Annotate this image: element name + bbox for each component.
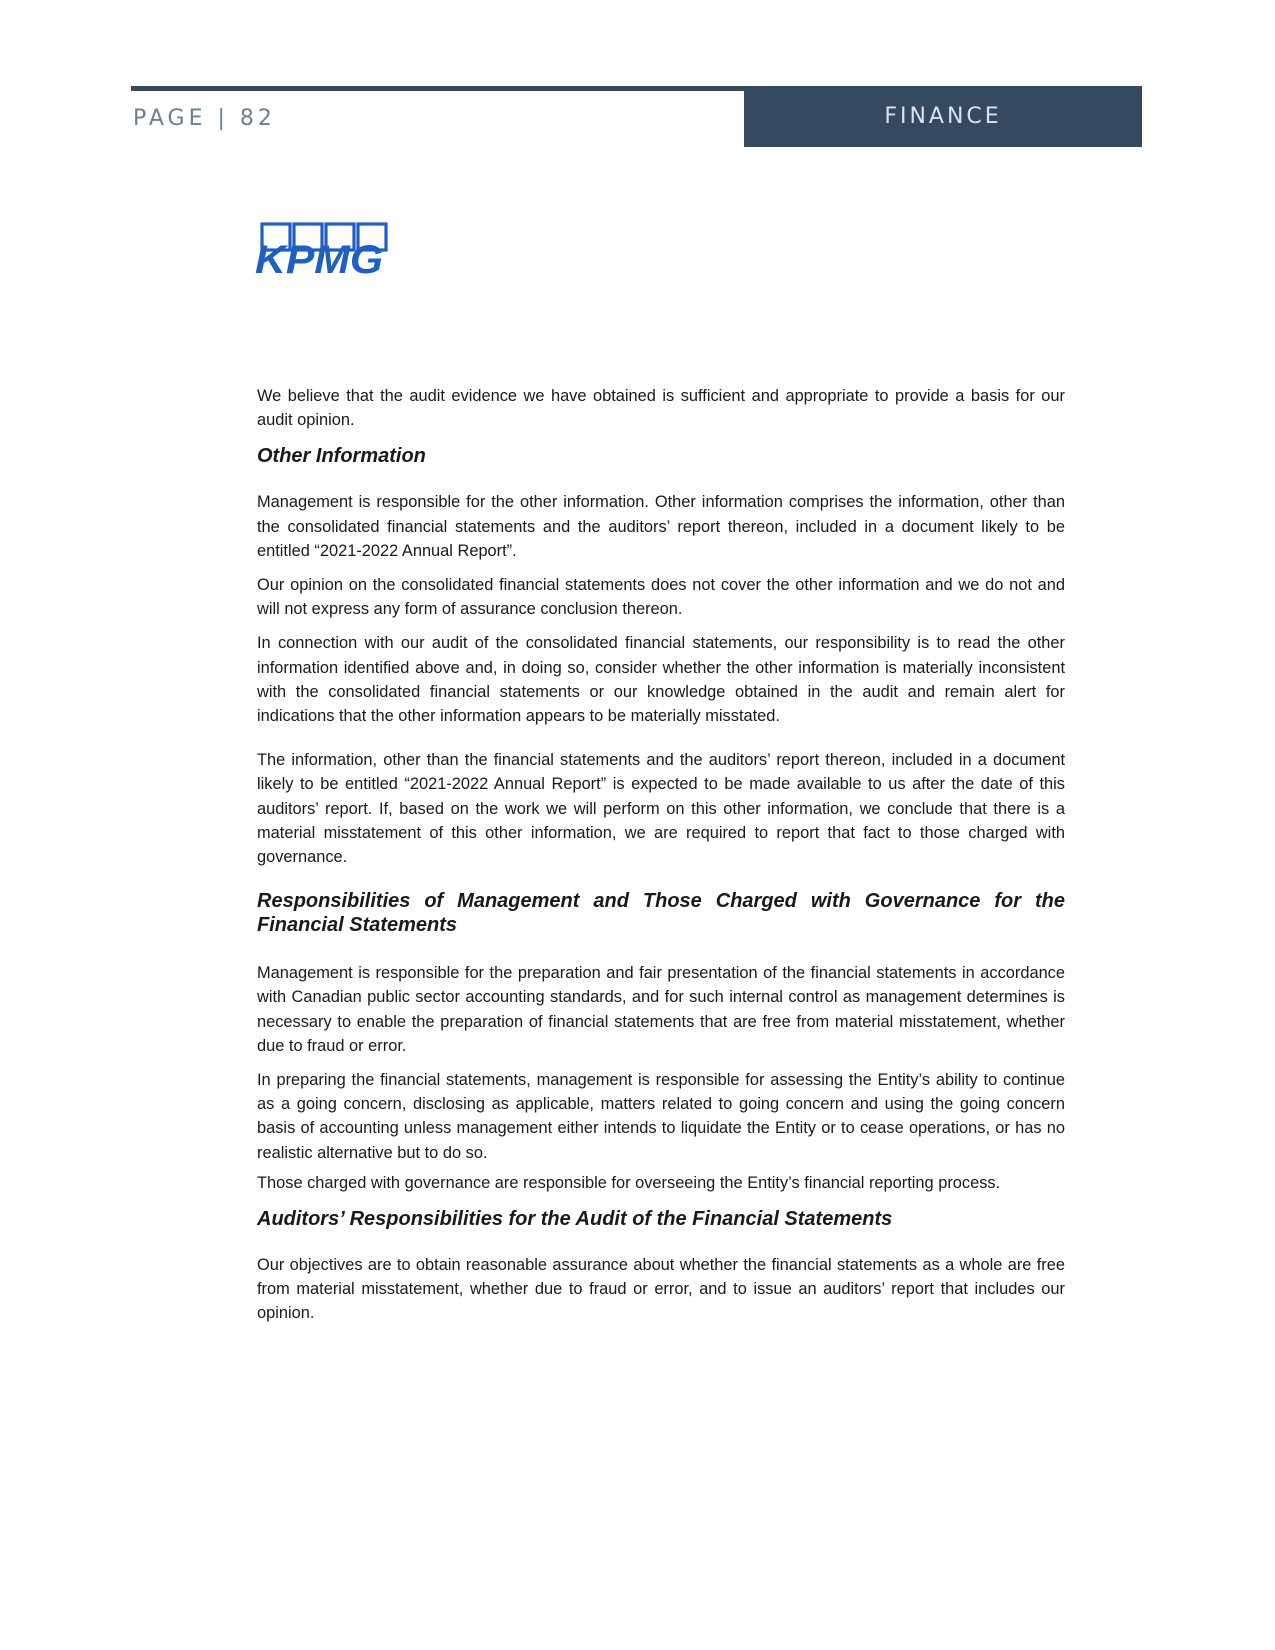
section-banner <box>744 86 1142 147</box>
kpmg-logo-icon <box>255 222 395 282</box>
paragraph-fair-presentation: Management is responsible for the preparation and fair presentation of the financial statements in accordance with Canadian public sector accounting standards, and for such internal control as management determines is necessary to enable the preparation of financial statements that are free from material misstatement, whether due to fraud or error. <box>257 964 1065 1055</box>
report-body <box>257 384 1065 1336</box>
svg-text:KPMG: KPMG <box>255 238 383 282</box>
paragraph-annual-report: The information, other than the financial statements and the auditors’ report thereon, included in a document likely to be entitled “2021-2022 Annual Report” is expected to be made available to us after the date of this auditors’ report. If, based on the work we will perform on this other information, we conclude that there is a material misstatement of this other information, we are required to report that fact to those charged with governance. <box>257 751 1065 867</box>
heading-management-responsibilities: Responsibilities of Management and Those Charged with Governance for the Financial Statements <box>257 890 1065 937</box>
paragraph-going-concern: In preparing the financial statements, management is responsible for assessing the Entity’s ability to continue as a going concern, disclosing as applicable, matters related to going concern and using the going concern basis of accounting unless management either intends to liquidate the Entity or to cease operations, or has no realistic alternative but to do so. <box>257 1071 1065 1162</box>
header-rule <box>131 86 745 91</box>
paragraph-audit-evidence: We believe that the audit evidence we have obtained is sufficient and appropriate to provide a basis for our audit opinion. <box>257 387 1065 430</box>
paragraph-opinion-scope: Our opinion on the consolidated financial statements does not cover the other information and we do not and will not express any form of assurance conclusion thereon. <box>257 576 1065 619</box>
section-title: FINANCE <box>884 104 1002 129</box>
heading-auditors-responsibilities: Auditors’ Responsibilities for the Audit of the Financial Statements <box>257 1208 893 1231</box>
paragraph-objectives: Our objectives are to obtain reasonable assurance about whether the financial statements as a whole are free from material misstatement, whether due to fraud or error, and to issue an auditors’ report that includes our opinion. <box>257 1256 1065 1323</box>
paragraph-governance-oversight: Those charged with governance are responsible for overseeing the Entity’s financial reporting process. <box>257 1173 1001 1192</box>
paragraph-read-other-info: In connection with our audit of the consolidated financial statements, our responsibility is to read the other information identified above and, in doing so, consider whether the other information is materially inconsistent with the consolidated financial statements or our knowledge obtained in the audit and remain alert for indications that the other information appears to be materially misstated. <box>257 634 1065 726</box>
page-number: PAGE | 82 <box>133 106 276 131</box>
paragraph-other-info-responsibility: Management is responsible for the other information. Other information comprises the information, other than the consolidated financial statements and the auditors’ report thereon, included in a document likely to be entitled “2021-2022 Annual Report”. <box>257 493 1065 560</box>
heading-other-information: Other Information <box>257 445 426 468</box>
